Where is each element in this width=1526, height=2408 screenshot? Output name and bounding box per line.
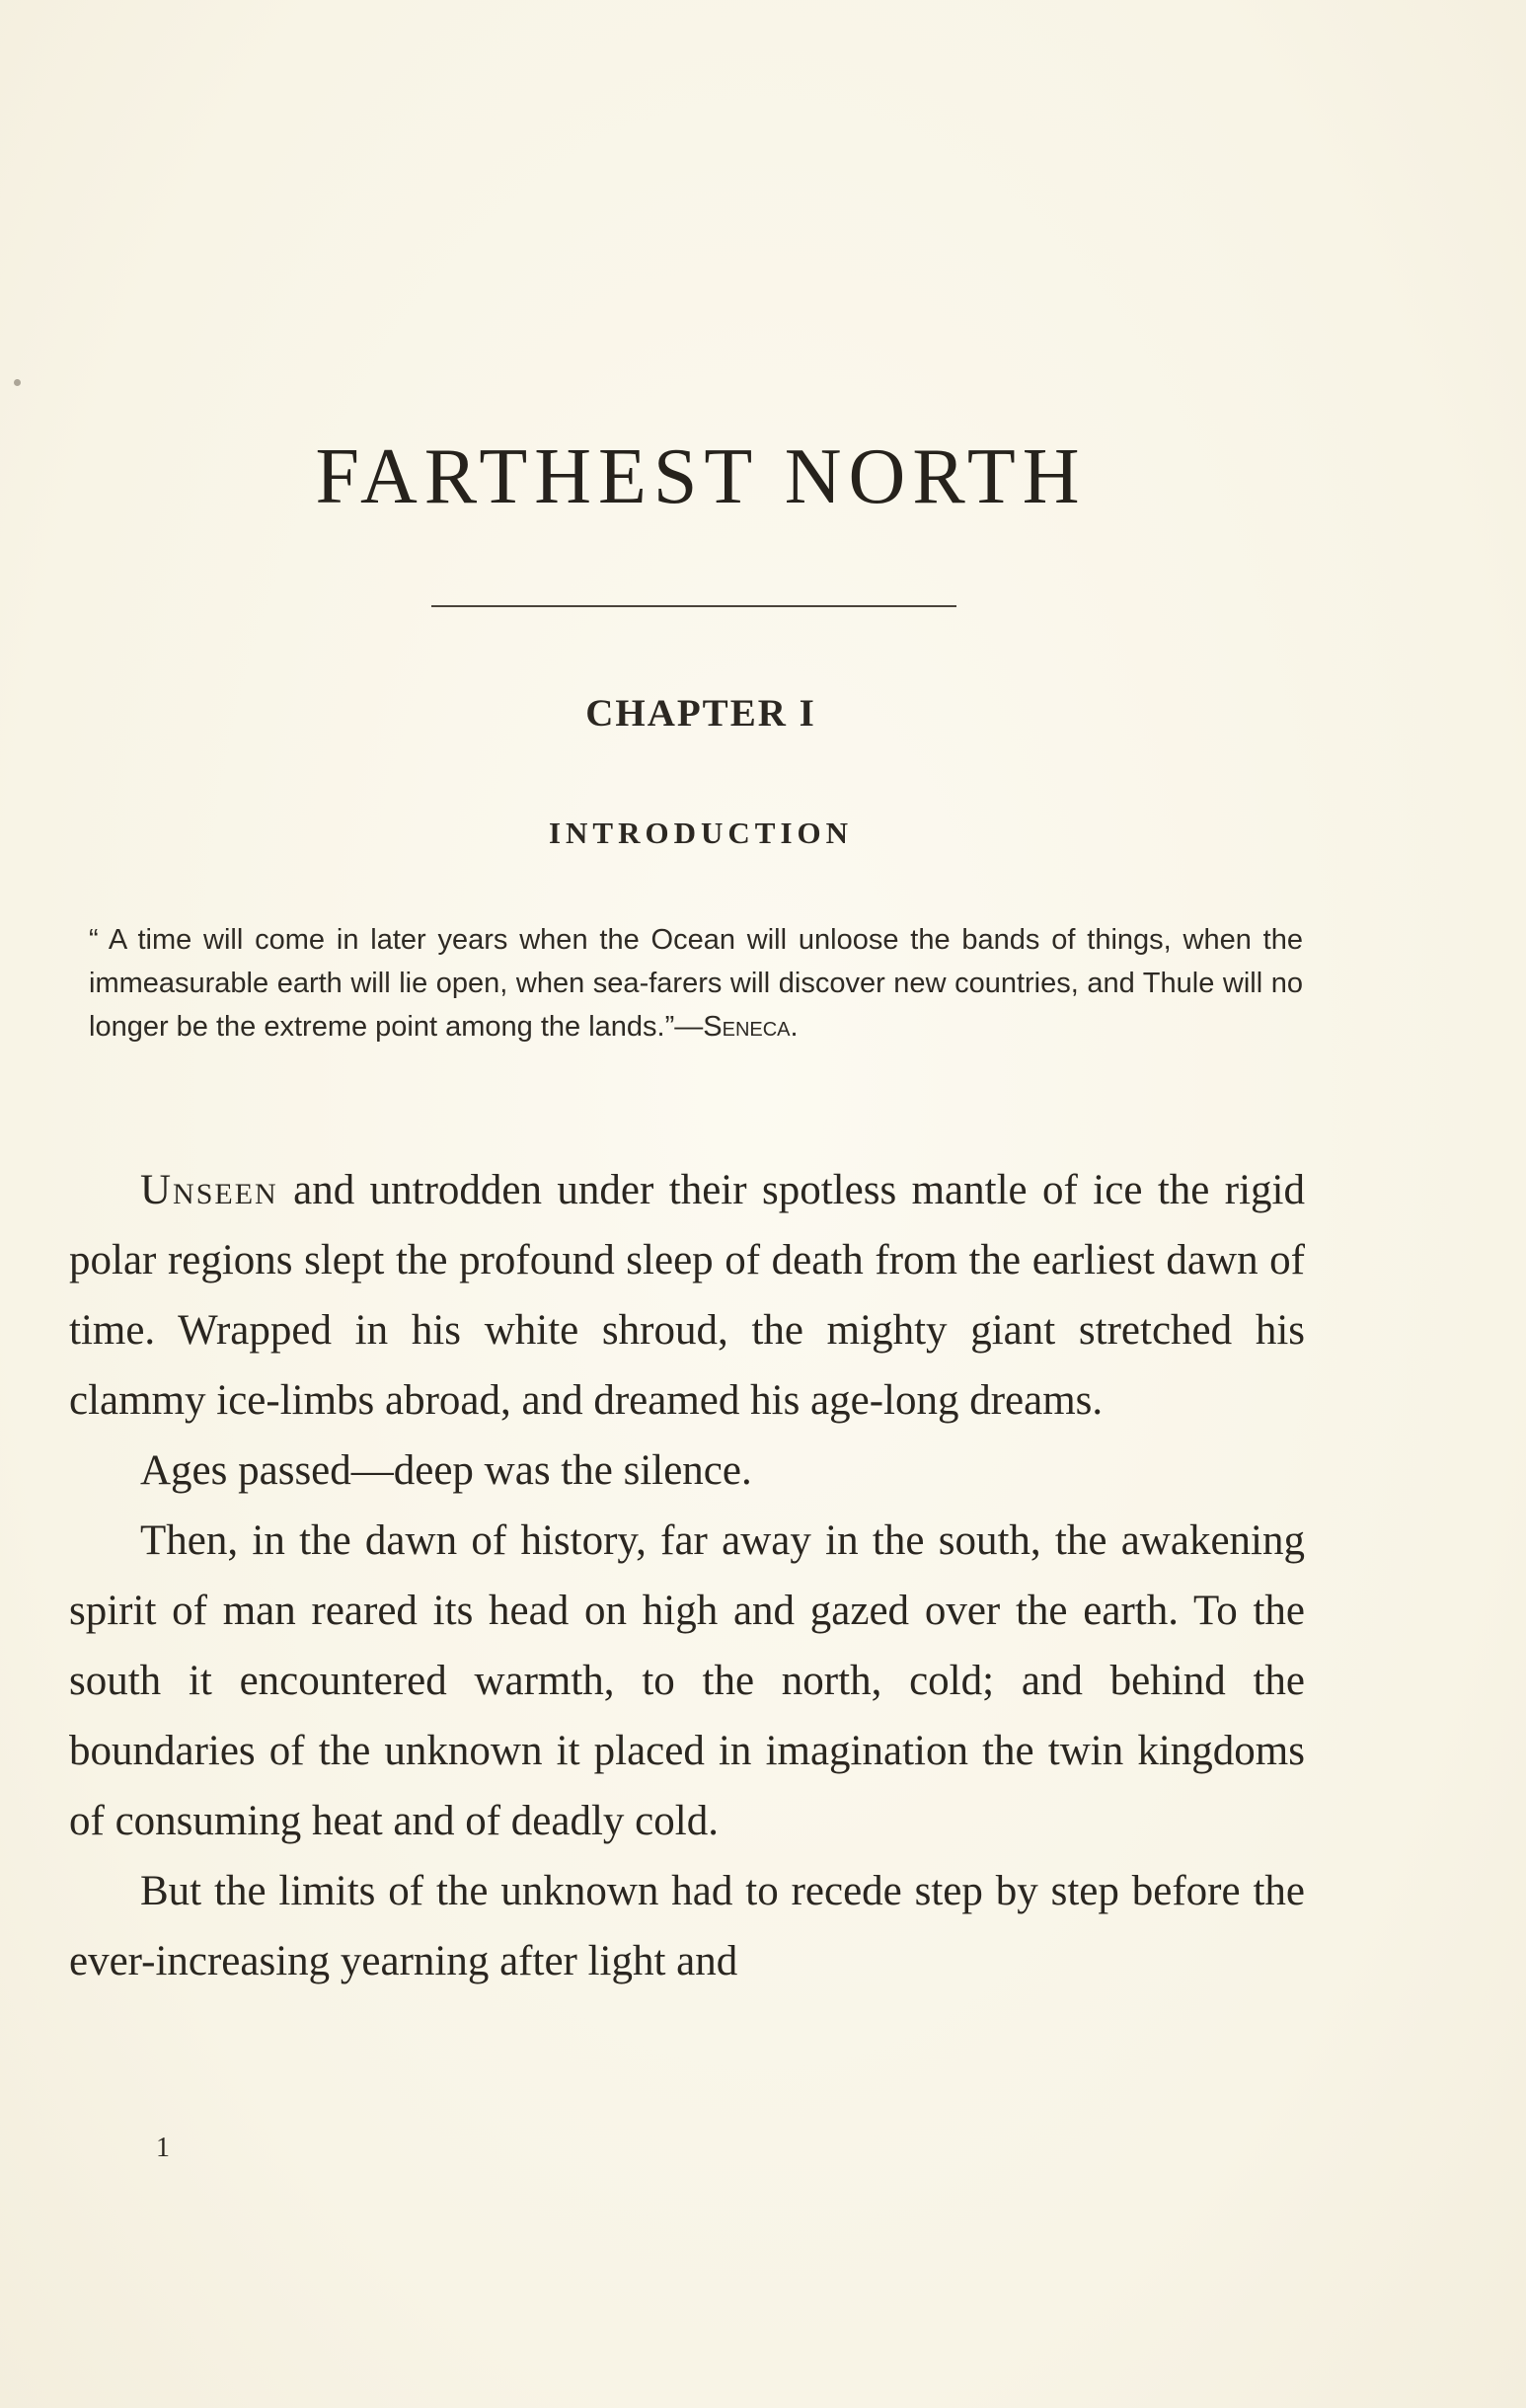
body-paragraph-1 (69, 1155, 1305, 1436)
body-paragraph-3: Then, in the dawn of history, far away in the south, the awakening spirit of man reared its head on high and gazed over the earth. To the south it encountered warmth, to the north, cold; and behind the boundaries of the unknown it placed in imagination the twin kingdoms of consuming heat and of deadly cold. (69, 1517, 1305, 1844)
body-paragraph-2: Ages passed—deep was the silence. (140, 1447, 752, 1494)
page-speck-mark (14, 379, 21, 386)
epigraph-text: “ A time will come in later years when the Ocean will unloose the bands of things, when the immeasurable earth will lie open, when sea-farers will discover new countries, and Thule will no longer be the extreme point among the lands.”— (89, 924, 1303, 1043)
book-title: FARTHEST NORTH (315, 433, 1087, 520)
epigraph-author: Seneca. (703, 1011, 799, 1043)
chapter-heading: CHAPTER I (585, 692, 816, 735)
epigraph (89, 918, 1303, 1049)
body-paragraph-1-text: and untrodden under their spotless mantle of ice the rigid polar regions slept the profound sleep of death from the earliest dawn of time. Wrapped in his white shroud, the mighty giant stretched his clammy ice-limbs abroad, and dreamed his age-long dreams. (69, 1167, 1305, 1424)
title-rule-divider (431, 605, 956, 607)
body-text (69, 1155, 1305, 1996)
body-paragraph-4: But the limits of the unknown had to recede step by step before the ever-increasing yearning after light and (69, 1868, 1305, 1984)
chapter-subtitle: INTRODUCTION (548, 816, 854, 850)
page-number: 1 (156, 2133, 170, 2163)
body-lead-word: Unseen (140, 1167, 278, 1213)
